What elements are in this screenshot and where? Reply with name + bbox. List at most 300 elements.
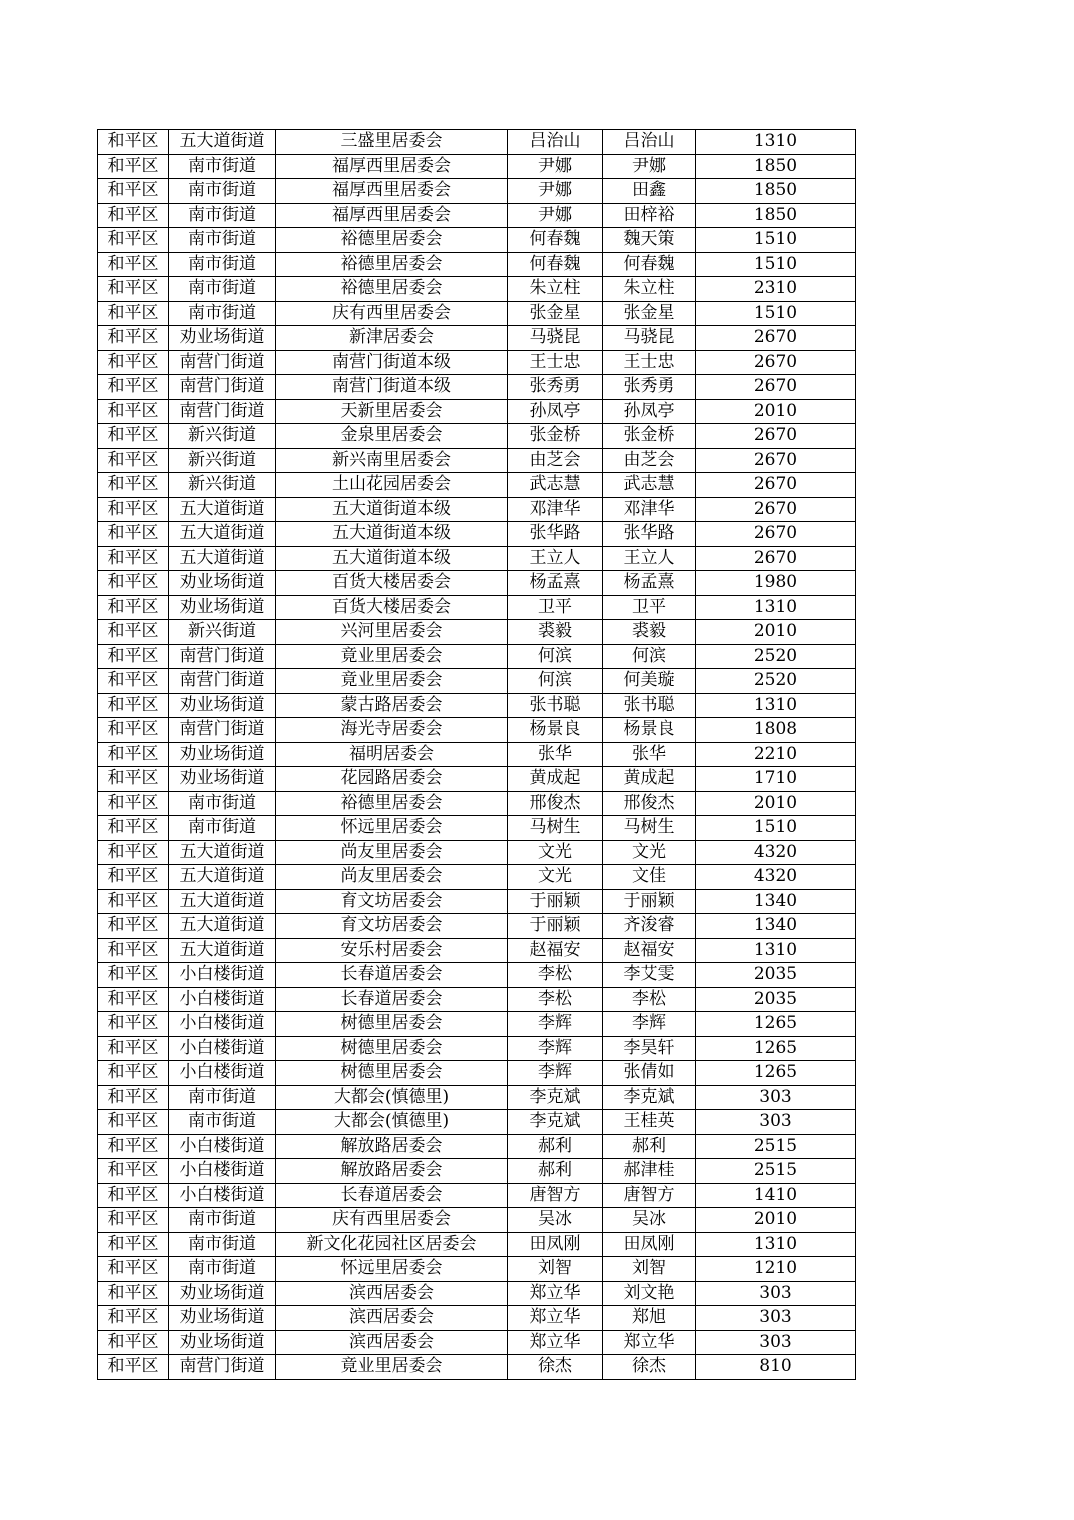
amount-cell: 2515	[696, 1134, 856, 1159]
amount-cell: 2670	[696, 448, 856, 473]
street-cell: 南市街道	[169, 154, 276, 179]
table-row	[98, 620, 856, 645]
member-cell: 唐智方	[603, 1183, 696, 1208]
applicant-cell: 郑立华	[508, 1306, 603, 1331]
applicant-cell: 杨孟熹	[508, 571, 603, 596]
street-cell: 南营门街道	[169, 644, 276, 669]
district-cell: 和平区	[98, 130, 169, 155]
amount-cell: 1510	[696, 228, 856, 253]
district-cell: 和平区	[98, 1134, 169, 1159]
applicant-cell: 张华路	[508, 522, 603, 547]
committee-cell: 庆有西里居委会	[276, 1208, 508, 1233]
street-cell: 南营门街道	[169, 669, 276, 694]
amount-cell: 2670	[696, 326, 856, 351]
member-cell: 马树生	[603, 816, 696, 841]
amount-cell: 1850	[696, 179, 856, 204]
street-cell: 南营门街道	[169, 718, 276, 743]
committee-cell: 福明居委会	[276, 742, 508, 767]
committee-cell: 尚友里居委会	[276, 865, 508, 890]
amount-cell: 810	[696, 1355, 856, 1380]
table-row	[98, 718, 856, 743]
amount-cell: 303	[696, 1306, 856, 1331]
member-cell: 邢俊杰	[603, 791, 696, 816]
table-row	[98, 595, 856, 620]
amount-cell: 303	[696, 1085, 856, 1110]
amount-cell: 1310	[696, 595, 856, 620]
street-cell: 小白楼街道	[169, 963, 276, 988]
street-cell: 新兴街道	[169, 473, 276, 498]
street-cell: 南市街道	[169, 816, 276, 841]
committee-cell: 土山花园居委会	[276, 473, 508, 498]
street-cell: 南市街道	[169, 228, 276, 253]
member-cell: 张秀勇	[603, 375, 696, 400]
member-cell: 吕治山	[603, 130, 696, 155]
applicant-cell: 尹娜	[508, 179, 603, 204]
table-row	[98, 1134, 856, 1159]
amount-cell: 4320	[696, 865, 856, 890]
table-row	[98, 669, 856, 694]
table-row	[98, 1012, 856, 1037]
district-cell: 和平区	[98, 1036, 169, 1061]
committee-cell: 蒙古路居委会	[276, 693, 508, 718]
district-cell: 和平区	[98, 424, 169, 449]
amount-cell: 1510	[696, 816, 856, 841]
amount-cell: 2515	[696, 1159, 856, 1184]
committee-cell: 竟业里居委会	[276, 669, 508, 694]
applicant-cell: 孙凤亭	[508, 399, 603, 424]
amount-cell: 2010	[696, 620, 856, 645]
amount-cell: 2670	[696, 546, 856, 571]
committee-cell: 裕德里居委会	[276, 228, 508, 253]
amount-cell: 1265	[696, 1036, 856, 1061]
table-row	[98, 252, 856, 277]
district-cell: 和平区	[98, 326, 169, 351]
member-cell: 王桂英	[603, 1110, 696, 1135]
table-row	[98, 987, 856, 1012]
committee-cell: 树德里居委会	[276, 1036, 508, 1061]
amount-cell: 303	[696, 1330, 856, 1355]
applicant-cell: 赵福安	[508, 938, 603, 963]
applicant-cell: 于丽颖	[508, 914, 603, 939]
district-cell: 和平区	[98, 938, 169, 963]
committee-cell: 五大道街道本级	[276, 497, 508, 522]
table-row	[98, 938, 856, 963]
district-cell: 和平区	[98, 473, 169, 498]
member-cell: 王立人	[603, 546, 696, 571]
committee-cell: 滨西居委会	[276, 1281, 508, 1306]
street-cell: 劝业场街道	[169, 595, 276, 620]
district-cell: 和平区	[98, 571, 169, 596]
committee-cell: 三盛里居委会	[276, 130, 508, 155]
member-cell: 张金桥	[603, 424, 696, 449]
member-cell: 王士忠	[603, 350, 696, 375]
amount-cell: 1808	[696, 718, 856, 743]
member-cell: 李克斌	[603, 1085, 696, 1110]
amount-cell: 2310	[696, 277, 856, 302]
table-row	[98, 1110, 856, 1135]
committee-cell: 育文坊居委会	[276, 914, 508, 939]
committee-cell: 百货大楼居委会	[276, 571, 508, 596]
district-cell: 和平区	[98, 718, 169, 743]
street-cell: 劝业场街道	[169, 693, 276, 718]
street-cell: 南市街道	[169, 1208, 276, 1233]
table-row	[98, 522, 856, 547]
applicant-cell: 郑立华	[508, 1330, 603, 1355]
district-cell: 和平区	[98, 693, 169, 718]
table-row	[98, 1257, 856, 1282]
applicant-cell: 于丽颖	[508, 889, 603, 914]
committee-cell: 树德里居委会	[276, 1012, 508, 1037]
committee-cell: 裕德里居委会	[276, 252, 508, 277]
amount-cell: 303	[696, 1281, 856, 1306]
member-cell: 黄成起	[603, 767, 696, 792]
table-row	[98, 1208, 856, 1233]
applicant-cell: 由芝会	[508, 448, 603, 473]
district-cell: 和平区	[98, 1183, 169, 1208]
amount-cell: 2520	[696, 669, 856, 694]
applicant-cell: 张秀勇	[508, 375, 603, 400]
member-cell: 刘文艳	[603, 1281, 696, 1306]
street-cell: 南营门街道	[169, 350, 276, 375]
member-cell: 裘毅	[603, 620, 696, 645]
amount-cell: 1510	[696, 301, 856, 326]
district-cell: 和平区	[98, 350, 169, 375]
table-row	[98, 350, 856, 375]
member-cell: 尹娜	[603, 154, 696, 179]
amount-cell: 2010	[696, 791, 856, 816]
table-row	[98, 1330, 856, 1355]
amount-cell: 2035	[696, 987, 856, 1012]
district-cell: 和平区	[98, 399, 169, 424]
applicant-cell: 尹娜	[508, 203, 603, 228]
district-cell: 和平区	[98, 203, 169, 228]
table-row	[98, 840, 856, 865]
street-cell: 劝业场街道	[169, 742, 276, 767]
district-cell: 和平区	[98, 1355, 169, 1380]
amount-cell: 1980	[696, 571, 856, 596]
district-cell: 和平区	[98, 522, 169, 547]
table-row	[98, 1355, 856, 1380]
member-cell: 何春魏	[603, 252, 696, 277]
applicant-cell: 杨景良	[508, 718, 603, 743]
amount-cell: 2670	[696, 522, 856, 547]
member-cell: 何滨	[603, 644, 696, 669]
amount-cell: 1310	[696, 938, 856, 963]
amount-cell: 1710	[696, 767, 856, 792]
committee-cell: 大都会(慎德里)	[276, 1085, 508, 1110]
district-cell: 和平区	[98, 816, 169, 841]
table-row	[98, 203, 856, 228]
street-cell: 南市街道	[169, 1232, 276, 1257]
street-cell: 五大道街道	[169, 938, 276, 963]
applicant-cell: 吕治山	[508, 130, 603, 155]
district-cell: 和平区	[98, 1232, 169, 1257]
street-cell: 南市街道	[169, 179, 276, 204]
amount-cell: 2670	[696, 424, 856, 449]
committee-cell: 福厚西里居委会	[276, 154, 508, 179]
table-row	[98, 154, 856, 179]
committee-cell: 长春道居委会	[276, 1183, 508, 1208]
amount-cell: 1265	[696, 1012, 856, 1037]
committee-cell: 解放路居委会	[276, 1159, 508, 1184]
committee-cell: 花园路居委会	[276, 767, 508, 792]
table-row	[98, 1183, 856, 1208]
table-row	[98, 1281, 856, 1306]
member-cell: 杨景良	[603, 718, 696, 743]
member-cell: 卫平	[603, 595, 696, 620]
street-cell: 五大道街道	[169, 130, 276, 155]
table-row	[98, 399, 856, 424]
table-row	[98, 1036, 856, 1061]
district-cell: 和平区	[98, 865, 169, 890]
district-cell: 和平区	[98, 987, 169, 1012]
applicant-cell: 邓津华	[508, 497, 603, 522]
member-cell: 田凤刚	[603, 1232, 696, 1257]
member-cell: 李艾雯	[603, 963, 696, 988]
district-cell: 和平区	[98, 1281, 169, 1306]
street-cell: 新兴街道	[169, 620, 276, 645]
district-cell: 和平区	[98, 546, 169, 571]
amount-cell: 1310	[696, 1232, 856, 1257]
street-cell: 小白楼街道	[169, 1061, 276, 1086]
amount-cell: 2670	[696, 497, 856, 522]
member-cell: 齐浚睿	[603, 914, 696, 939]
street-cell: 劝业场街道	[169, 571, 276, 596]
member-cell: 由芝会	[603, 448, 696, 473]
table-row	[98, 546, 856, 571]
district-cell: 和平区	[98, 375, 169, 400]
member-cell: 文佳	[603, 865, 696, 890]
district-cell: 和平区	[98, 767, 169, 792]
applicant-cell: 文光	[508, 865, 603, 890]
applicant-cell: 李松	[508, 963, 603, 988]
amount-cell: 4320	[696, 840, 856, 865]
member-cell: 杨孟熹	[603, 571, 696, 596]
district-cell: 和平区	[98, 301, 169, 326]
street-cell: 劝业场街道	[169, 1330, 276, 1355]
street-cell: 南市街道	[169, 791, 276, 816]
district-cell: 和平区	[98, 1257, 169, 1282]
applicant-cell: 尹娜	[508, 154, 603, 179]
district-cell: 和平区	[98, 914, 169, 939]
district-cell: 和平区	[98, 179, 169, 204]
applicant-cell: 王立人	[508, 546, 603, 571]
table-row	[98, 1159, 856, 1184]
committee-cell: 兴河里居委会	[276, 620, 508, 645]
member-cell: 于丽颖	[603, 889, 696, 914]
district-cell: 和平区	[98, 963, 169, 988]
table-row	[98, 497, 856, 522]
district-cell: 和平区	[98, 228, 169, 253]
table-row	[98, 424, 856, 449]
street-cell: 南市街道	[169, 1085, 276, 1110]
street-cell: 五大道街道	[169, 840, 276, 865]
committee-cell: 福厚西里居委会	[276, 179, 508, 204]
committee-cell: 育文坊居委会	[276, 889, 508, 914]
street-cell: 劝业场街道	[169, 1306, 276, 1331]
district-cell: 和平区	[98, 791, 169, 816]
committee-cell: 解放路居委会	[276, 1134, 508, 1159]
table-row	[98, 889, 856, 914]
committee-cell: 新文化花园社区居委会	[276, 1232, 508, 1257]
applicant-cell: 李克斌	[508, 1085, 603, 1110]
street-cell: 新兴街道	[169, 424, 276, 449]
committee-cell: 百货大楼居委会	[276, 595, 508, 620]
street-cell: 南市街道	[169, 252, 276, 277]
street-cell: 劝业场街道	[169, 767, 276, 792]
applicant-cell: 郝利	[508, 1134, 603, 1159]
table-row	[98, 963, 856, 988]
street-cell: 新兴街道	[169, 448, 276, 473]
applicant-cell: 文光	[508, 840, 603, 865]
applicant-cell: 王士忠	[508, 350, 603, 375]
applicant-cell: 何春魏	[508, 228, 603, 253]
street-cell: 南市街道	[169, 1257, 276, 1282]
committee-cell: 金泉里居委会	[276, 424, 508, 449]
street-cell: 小白楼街道	[169, 1036, 276, 1061]
amount-cell: 2210	[696, 742, 856, 767]
applicant-cell: 邢俊杰	[508, 791, 603, 816]
member-cell: 孙凤亭	[603, 399, 696, 424]
applicant-cell: 郝利	[508, 1159, 603, 1184]
applicant-cell: 张书聪	[508, 693, 603, 718]
district-cell: 和平区	[98, 1012, 169, 1037]
table-row	[98, 1306, 856, 1331]
member-cell: 武志慧	[603, 473, 696, 498]
street-cell: 劝业场街道	[169, 1281, 276, 1306]
amount-cell: 1850	[696, 154, 856, 179]
committee-cell: 长春道居委会	[276, 963, 508, 988]
applicant-cell: 李辉	[508, 1036, 603, 1061]
committee-cell: 裕德里居委会	[276, 791, 508, 816]
district-cell: 和平区	[98, 277, 169, 302]
committee-cell: 新兴南里居委会	[276, 448, 508, 473]
applicant-cell: 田凤刚	[508, 1232, 603, 1257]
district-cell: 和平区	[98, 448, 169, 473]
district-cell: 和平区	[98, 840, 169, 865]
amount-cell: 2520	[696, 644, 856, 669]
amount-cell: 1310	[696, 130, 856, 155]
district-cell: 和平区	[98, 644, 169, 669]
member-cell: 何美璇	[603, 669, 696, 694]
committee-cell: 五大道街道本级	[276, 522, 508, 547]
street-cell: 五大道街道	[169, 889, 276, 914]
applicant-cell: 马骁昆	[508, 326, 603, 351]
applicant-cell: 马树生	[508, 816, 603, 841]
applicant-cell: 何春魏	[508, 252, 603, 277]
amount-cell: 1340	[696, 889, 856, 914]
committee-cell: 天新里居委会	[276, 399, 508, 424]
street-cell: 五大道街道	[169, 865, 276, 890]
member-cell: 李松	[603, 987, 696, 1012]
applicant-cell: 刘智	[508, 1257, 603, 1282]
member-cell: 马骁昆	[603, 326, 696, 351]
committee-cell: 怀远里居委会	[276, 816, 508, 841]
table-row	[98, 228, 856, 253]
amount-cell: 1510	[696, 252, 856, 277]
member-cell: 郝津桂	[603, 1159, 696, 1184]
street-cell: 南市街道	[169, 1110, 276, 1135]
applicant-cell: 武志慧	[508, 473, 603, 498]
applicant-cell: 李克斌	[508, 1110, 603, 1135]
member-cell: 郝利	[603, 1134, 696, 1159]
street-cell: 南营门街道	[169, 399, 276, 424]
table-row	[98, 571, 856, 596]
street-cell: 小白楼街道	[169, 1183, 276, 1208]
member-cell: 田梓裕	[603, 203, 696, 228]
amount-cell: 1340	[696, 914, 856, 939]
applicant-cell: 黄成起	[508, 767, 603, 792]
district-cell: 和平区	[98, 154, 169, 179]
committee-cell: 五大道街道本级	[276, 546, 508, 571]
committee-cell: 南营门街道本级	[276, 375, 508, 400]
member-cell: 李昊轩	[603, 1036, 696, 1061]
table-row	[98, 277, 856, 302]
amount-cell: 2670	[696, 350, 856, 375]
street-cell: 南市街道	[169, 277, 276, 302]
table-row	[98, 448, 856, 473]
street-cell: 五大道街道	[169, 497, 276, 522]
member-cell: 张华路	[603, 522, 696, 547]
amount-cell: 2010	[696, 1208, 856, 1233]
table-row	[98, 179, 856, 204]
amount-cell: 1850	[696, 203, 856, 228]
table-row	[98, 644, 856, 669]
applicant-cell: 卫平	[508, 595, 603, 620]
table-row	[98, 791, 856, 816]
amount-cell: 1210	[696, 1257, 856, 1282]
committee-cell: 庆有西里居委会	[276, 301, 508, 326]
committee-cell: 新津居委会	[276, 326, 508, 351]
district-cell: 和平区	[98, 1208, 169, 1233]
committee-cell: 竟业里居委会	[276, 1355, 508, 1380]
district-cell: 和平区	[98, 252, 169, 277]
committee-cell: 大都会(慎德里)	[276, 1110, 508, 1135]
street-cell: 小白楼街道	[169, 1134, 276, 1159]
district-cell: 和平区	[98, 620, 169, 645]
applicant-cell: 张华	[508, 742, 603, 767]
data-table	[97, 129, 856, 1380]
street-cell: 南营门街道	[169, 1355, 276, 1380]
applicant-cell: 李松	[508, 987, 603, 1012]
street-cell: 小白楼街道	[169, 1012, 276, 1037]
member-cell: 徐杰	[603, 1355, 696, 1380]
table-row	[98, 375, 856, 400]
district-cell: 和平区	[98, 1110, 169, 1135]
committee-cell: 裕德里居委会	[276, 277, 508, 302]
table-row	[98, 693, 856, 718]
district-cell: 和平区	[98, 1085, 169, 1110]
member-cell: 邓津华	[603, 497, 696, 522]
amount-cell: 2010	[696, 399, 856, 424]
district-cell: 和平区	[98, 889, 169, 914]
district-cell: 和平区	[98, 1306, 169, 1331]
street-cell: 南市街道	[169, 301, 276, 326]
committee-cell: 海光寺居委会	[276, 718, 508, 743]
member-cell: 刘智	[603, 1257, 696, 1282]
member-cell: 魏天策	[603, 228, 696, 253]
table-row	[98, 130, 856, 155]
district-cell: 和平区	[98, 742, 169, 767]
committee-cell: 竟业里居委会	[276, 644, 508, 669]
applicant-cell: 郑立华	[508, 1281, 603, 1306]
table-row	[98, 1232, 856, 1257]
committee-cell: 滨西居委会	[276, 1306, 508, 1331]
district-cell: 和平区	[98, 1061, 169, 1086]
table-row	[98, 473, 856, 498]
table-body	[98, 130, 856, 1380]
member-cell: 田鑫	[603, 179, 696, 204]
